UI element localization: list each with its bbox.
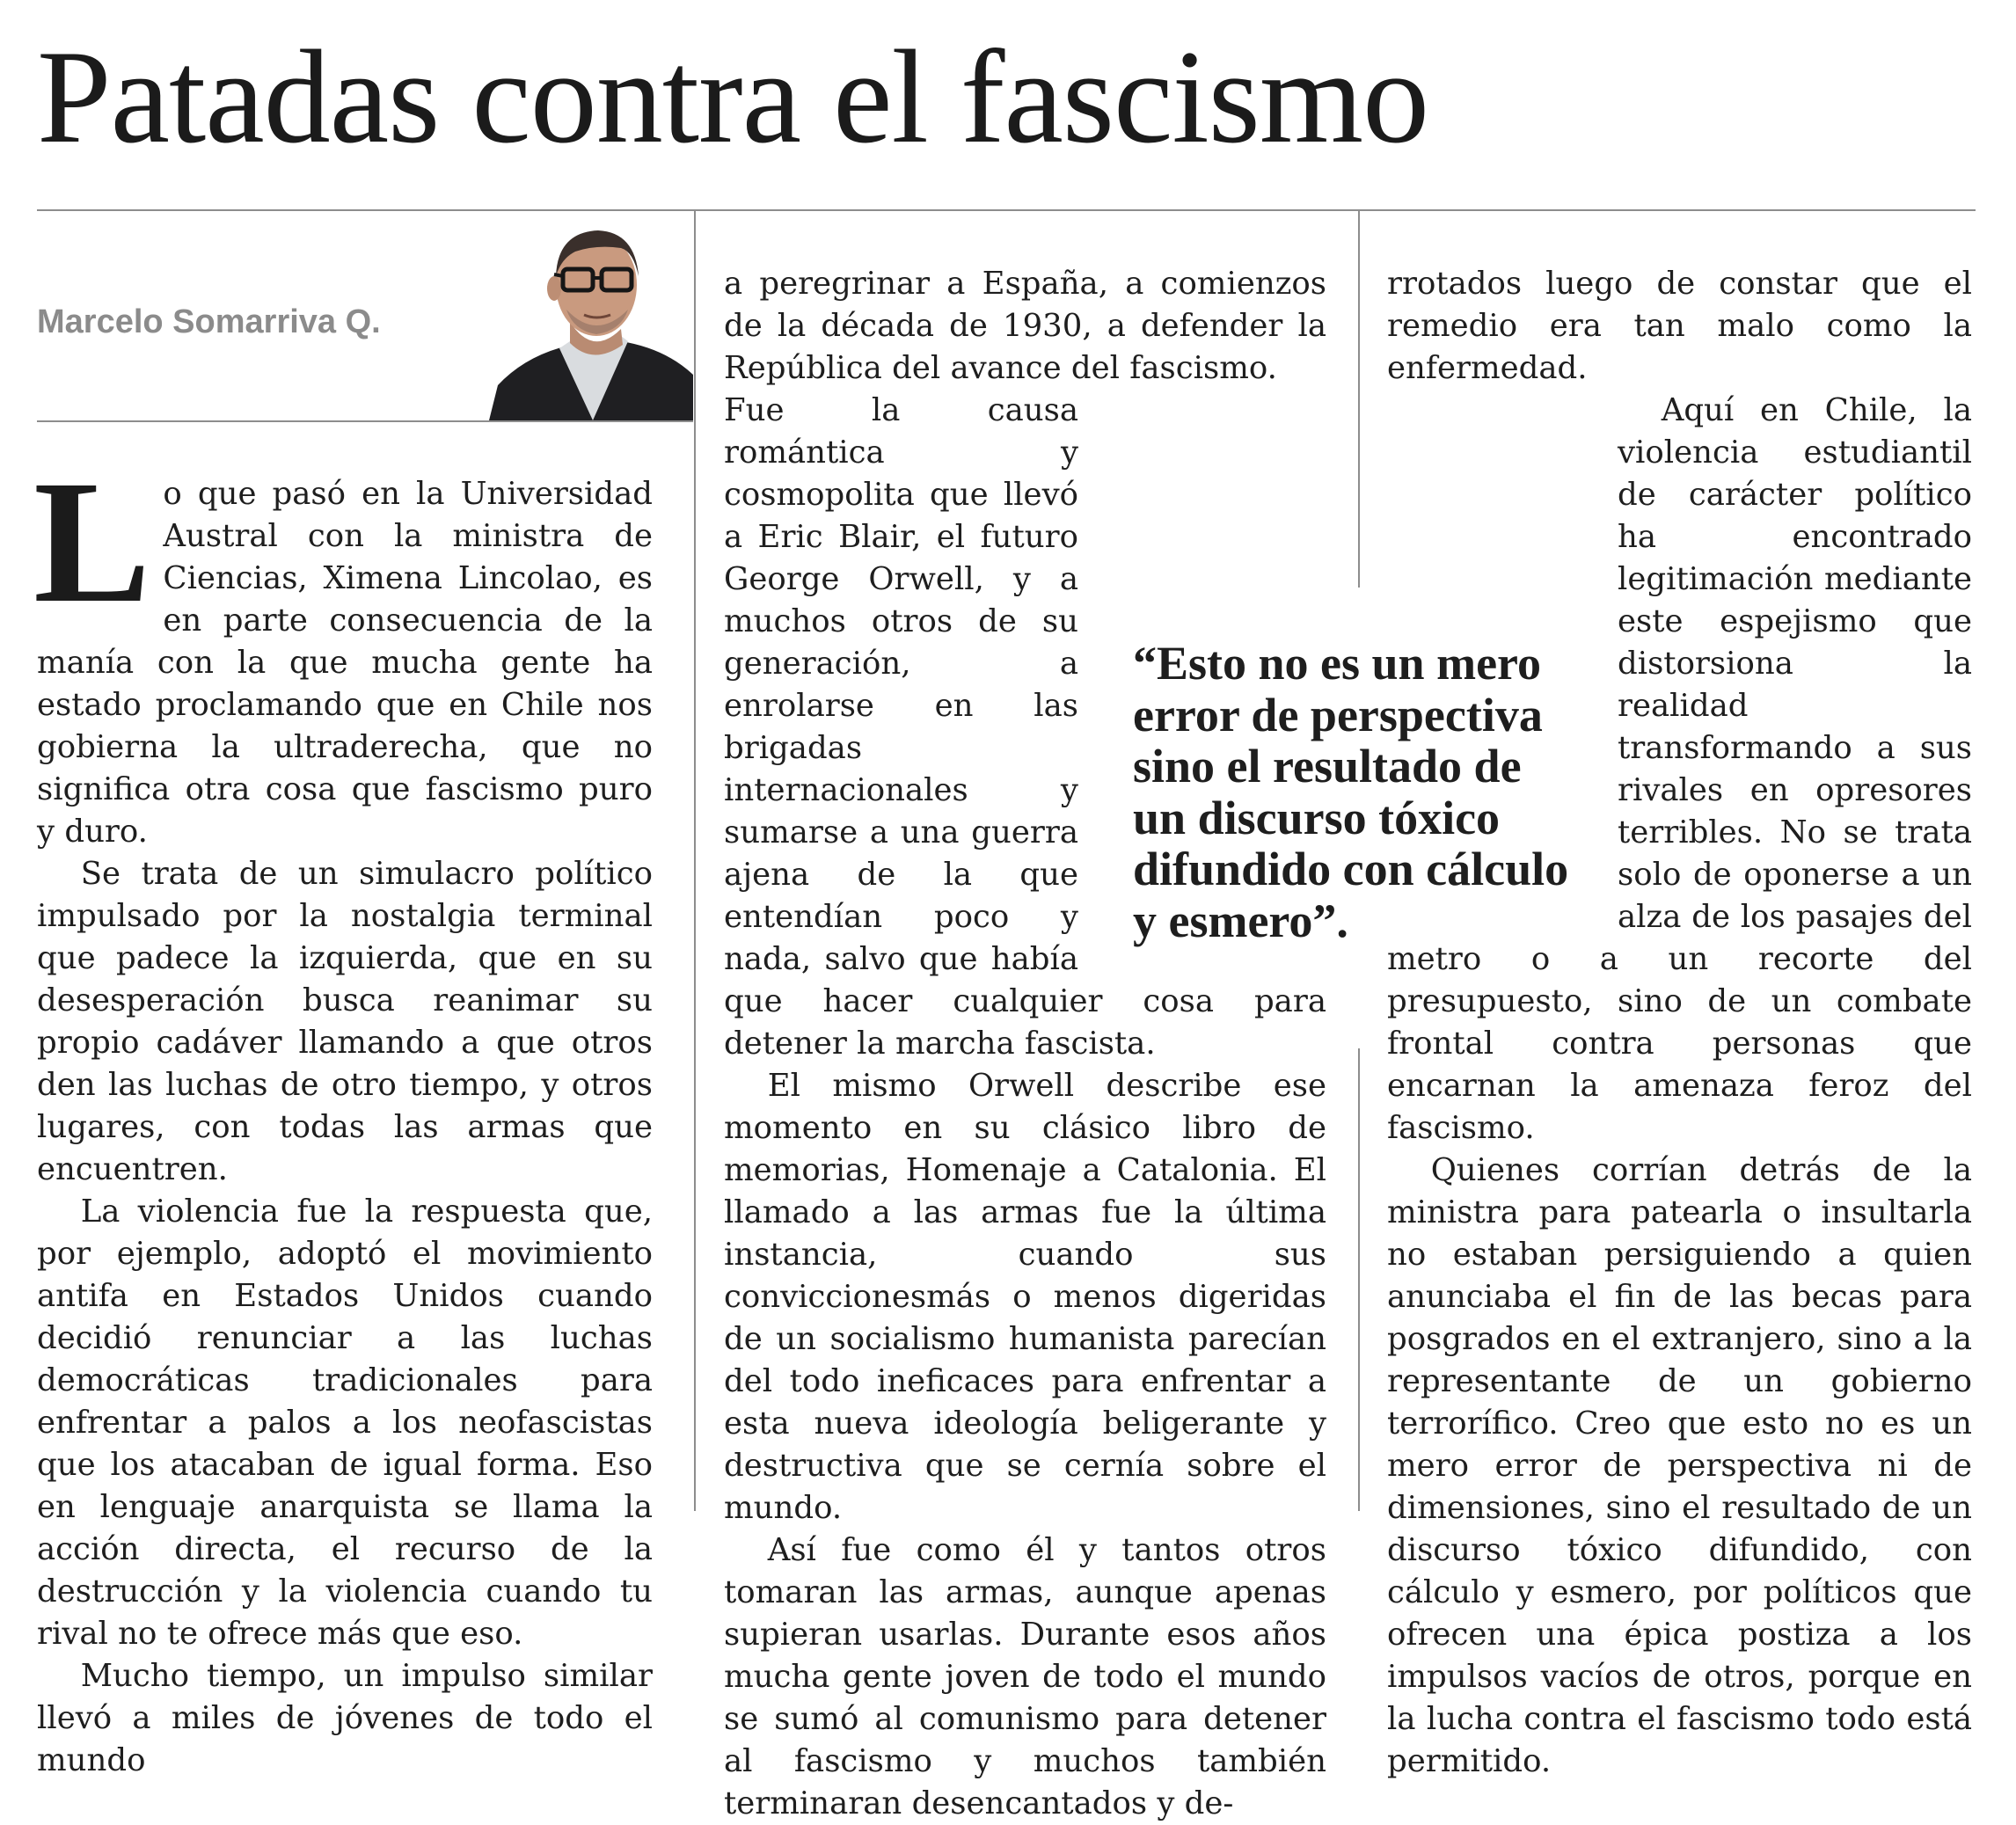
byline-divider xyxy=(37,420,693,422)
author-portrait-icon xyxy=(489,225,693,420)
paragraph: Lo que pasó en la Universidad Austral con la ministra de Ciencias, Ximena Lincolao, es en parte consecuencia de la manía con la que mucha gente ha estado proclamando que en Chile nos gobierna la ultraderecha, que no significa otra cosa que fascismo puro y duro. xyxy=(33,445,653,850)
paragraph: Fue la causa romántica y cosmopolita que llevó a Eric Blair, el futuro George Orwell, y a muchos otros de su generación, a enrolarse en las brigadas internacionales y sumarse a una guerra ajena de la que entendían poco y nada, salvo que había que hacer cualquier cosa para detener la marcha fascista. xyxy=(724,392,1326,1062)
pull-quote: “Esto no es un mero error de perspectiva sino el resultado de un discurso tóxico difundido con cálculo y esmero”. xyxy=(1133,637,1569,947)
paragraph: rrotados luego de constar que el remedio era tan malo como la enfermedad. xyxy=(1387,266,1972,386)
column-divider-1 xyxy=(694,209,696,1511)
paragraph: El mismo Orwell describe ese momento en su clásico libro de memorias, Homenaje a Catalonia. El llamado a las armas fue la última instancia, cuando sus conviccionesmás o menos digeridas de un socialismo humanista parecían del todo ineficaces para enfrentar a esta nueva ideología beligerante y destructiva que se cernía sobre el mundo. xyxy=(724,1068,1326,1526)
column-divider-2-bottom xyxy=(1358,1048,1360,1511)
headline: Patadas contra el fascismo xyxy=(37,23,1429,171)
header-divider xyxy=(37,209,1976,211)
article-column-1 xyxy=(33,445,653,1782)
article-column-2 xyxy=(724,263,1326,1825)
paragraph: Quienes corrían detrás de la ministra para patearla o insultarla no estaban persiguiendo a quien anunciaba el fin de las becas para posgrados en el extranjero, sino a la representante de un gobierno terrorífico. Creo que esto no es un mero error de perspectiva ni de dimensiones, sino el resultado de un discurso tóxico difundido, con cálculo y esmero, por políticos que ofrecen una épica postiza a los impulsos vacíos de otros, porque en la lucha contra el fascismo todo está permitido. xyxy=(1387,1152,1972,1779)
paragraph: La violencia fue la respuesta que, por ejemplo, adoptó el movimiento antifa en Estados Unidos cuando decidió renunciar a las luchas democráticas tradicionales para enfrentar a palos a los neofascistas que los atacaban de igual forma. Eso en lenguaje anarquista se llama la acción directa, el recurso de la destrucción y la violencia cuando tu rival no te ofrece más que eso. xyxy=(37,1194,653,1652)
column-divider-2-top xyxy=(1358,209,1360,588)
paragraph: Aquí en Chile, la violencia estudiantil de carácter político ha encontrado legitimación mediante este espejismo que distorsiona la realidad transformando a sus rivales en opresores terribles. No se trata solo de oponerse a un alza de los pasajes del metro o a un recorte del presupuesto, sino de un combate frontal contra personas que encarnan la amenaza feroz del fascismo. xyxy=(1387,392,1972,1146)
drop-cap: L xyxy=(33,445,151,639)
paragraph: Así fue como él y tantos otros tomaran las armas, aunque apenas supieran usarlas. Durante esos años mucha gente joven de todo el mundo se sumó al comunismo para detener al fascismo y muchos también terminaran desencantados y de- xyxy=(724,1532,1326,1821)
author-byline: Marcelo Somarriva Q. xyxy=(37,303,381,340)
paragraph: Se trata de un simulacro político impulsado por la nostalgia terminal que padece la izquierda, que en su desesperación busca reanimar su propio cadáver llamando a que otros den las luchas de otro tiempo, y otros lugares, con todas las armas que encuentren. xyxy=(37,856,653,1187)
paragraph: Mucho tiempo, un impulso similar llevó a miles de jóvenes de todo el mundo xyxy=(37,1658,653,1778)
article-column-3 xyxy=(1387,263,1972,1783)
paragraph: a peregrinar a España, a comienzos de la década de 1930, a defender la República del avance del fascismo. xyxy=(724,266,1326,386)
